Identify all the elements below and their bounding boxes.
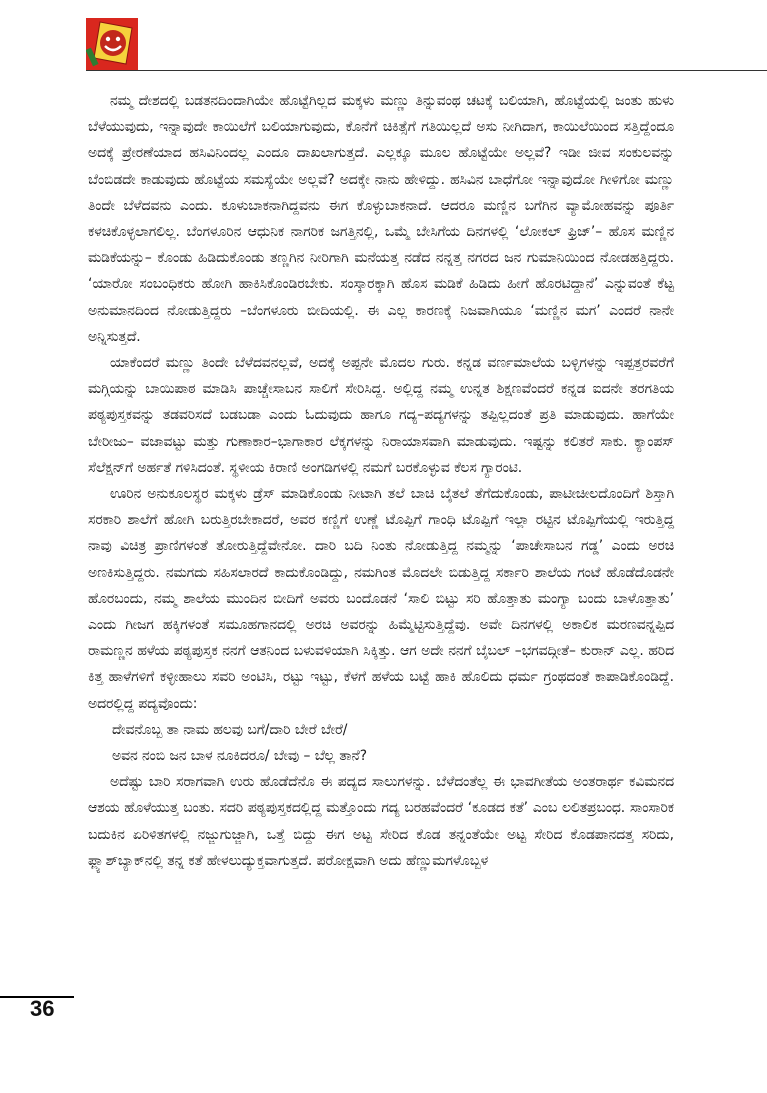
verse-line: ಅವನ ನಂಬಿ ಜನ ಬಾಳ ನೂಕಿದರೂ/ ಬೇವು – ಬೆಲ್ಲ ತಾನೆ? [112, 748, 368, 765]
paragraph: ಊರಿನ ಅನುಕೂಲಸ್ಥರ ಮಕ್ಕಳು ಡ್ರೆಸ್ ಮಾಡಿಕೊಂಡು ನೀಟಾಗಿ ತಲೆ ಬಾಚಿ ಬೈತಲೆ ತೆಗೆದುಕೊಂಡು, ಪಾಟೀಚೀಲದೊಂದಿಗೆ ಶಿಸ್ತಾಗಿ ಸರಕಾರಿ ಶಾಲೆಗೆ ಹೋಗಿ ಬರುತ್ತಿರಬೇಕಾದರೆ, ಅವರ ಕಣ್ಣಿಗೆ ಉಣ್ಣೆ ಟೊಪ್ಪಿಗೆ ಗಾಂಧಿ ಟೊಪ್ಪಿಗೆ ಇಲ್ಲಾ ರಟ್ಟಿನ ಟೊಪ್ಪಿಗೆಯಲ್ಲಿ ಇರುತ್ತಿದ್ದ ನಾವು ವಿಚಿತ್ರ ಪ್ರಾಣಿಗಳಂತೆ ತೋರುತ್ತಿದ್ದೆವೇನೋ. ದಾರಿ ಬದಿ ನಿಂತು ನೋಡುತ್ತಿದ್ದ ನಮ್ಮನ್ನು ‘ಪಾಚೇಸಾಬನ ಗಡ್ಡ’ ಎಂದು ಅರಚಿ ಅಣಕಿಸುತ್ತಿದ್ದರು. ನಮಗದು ಸಹಿಸಲಾರದೆ ಕಾದುಕೊಂಡಿದ್ದು, ನಮಗಿಂತ ಮೊದಲೇ ಬಿಡುತ್ತಿದ್ದ ಸರ್ಕಾರಿ ಶಾಲೆಯ ಗಂಟೆ ಹೊಡೆದೊಡನೇ ಹೊರಬಂದು, ನಮ್ಮ ಶಾಲೆಯ ಮುಂದಿನ ಬೀದಿಗೆ ಅವರು ಬಂದೊಡನೆ ‘ಸಾಲಿ ಬಿಟ್ಟು ಸರಿ ಹೊತ್ತಾತು ಮಂಗ್ಯಾ ಬಂದು ಬಾಳೊತ್ತಾತು’ ಎಂದು ಗೀಜಗ ಹಕ್ಕಿಗಳಂತೆ ಸಮೂಹಗಾನದಲ್ಲಿ ಅರಚಿ ಅವರನ್ನು ಹಿಮ್ಮೆಟ್ಟಿಸುತ್ತಿದ್ದೆವು. ಅವೇ ದಿನಗಳಲ್ಲಿ ಅಕಾಲಿಕ ಮರಣವನ್ನಪ್ಪಿದ ರಾಮಣ್ಣನ ಹಳೆಯ ಪಠ್ಯಪುಸ್ತಕ ನನಗೆ ಆತನಿಂದ ಬಳುವಳಿಯಾಗಿ ಸಿಕ್ಕಿತ್ತು. ಆಗ ಅದೇ ನನಗೆ ಬೈಬಲ್ –ಭಗವದ್ಗೀತೆ– ಕುರಾನ್ ಎಲ್ಲ. ಹರಿದ ಕಿತ್ತ ಹಾಳೆಗಳಿಗೆ ಕಳ್ಳೀಹಾಲು ಸವರಿ ಅಂಟಿಸಿ, ರಟ್ಟು ಇಟ್ಟು, ಕೆಳಗೆ ಹಳೆಯ ಬಟ್ಟೆ ಹಾಕಿ ಹೊಲಿದು ಧರ್ಮ ಗ್ರಂಥದಂತೆ ಕಾಪಾಡಿಕೊಂಡಿದ್ದೆ. ಅದರಲ್ಲಿದ್ದ ಪದ್ಯವೊಂದು: [88, 486, 674, 712]
paragraph: ನಮ್ಮ ದೇಶದಲ್ಲಿ ಬಡತನದಿಂದಾಗಿಯೇ ಹೊಟ್ಟೆಗಿಲ್ಲದ ಮಕ್ಕಳು ಮಣ್ಣು ತಿನ್ನುವಂಥ ಚಟಕ್ಕೆ ಬಲಿಯಾಗಿ, ಹೊಟ್ಟೆಯಲ್ಲಿ ಜಂತು ಹುಳು ಬೆಳೆಯುವುದು, ಇನ್ನಾವುದೇ ಕಾಯಿಲೆಗೆ ಬಲಿಯಾಗುವುದು, ಕೊನೆಗೆ ಚಿಕಿತ್ಸೆಗೆ ಗತಿಯಿಲ್ಲದೆ ಅಸು ನೀಗಿದಾಗ, ಕಾಯಿಲೆಯಿಂದ ಸತ್ತಿದ್ದೆಂದೂ ಅದಕ್ಕೆ ಪ್ರೇರಣೆಯಾದ ಹಸಿವಿನಿಂದಲ್ಲ ಎಂದೂ ದಾಖಲಾಗುತ್ತದೆ. ಎಲ್ಲಕ್ಕೂ ಮೂಲ ಹೊಟ್ಟೆಯೇ ಅಲ್ಲವೆ? ಇಡೀ ಜೀವ ಸಂಕುಲವನ್ನು ಬೆಂಬಿಡದೇ ಕಾಡುವುದು ಹೊಟ್ಟೆಯ ಸಮಸ್ಯೆಯೇ ಅಲ್ಲವೆ? ಅದಕ್ಕೇ ನಾನು ಹೇಳಿದ್ದು. ಹಸಿವಿನ ಬಾಧೆಗೋ ಇನ್ನಾವುದೋ ಗೀಳಿಗೋ ಮಣ್ಣು ತಿಂದೇ ಬೆಳೆದವನು ಎಂದು. ಕೂಳುಬಾಕನಾಗಿದ್ದವನು ಈಗ ಕೊಳ್ಳುಬಾಕನಾದೆ. ಆದರೂ ಮಣ್ಣಿನ ಬಗೆಗಿನ ವ್ಯಾಮೋಹವನ್ನು ಪೂರ್ತಿ ಕಳಚಿಕೊಳ್ಳಲಾಗಲಿಲ್ಲ. ಬೆಂಗಳೂರಿನ ಆಧುನಿಕ ನಾಗರಿಕ ಜಗತ್ತಿನಲ್ಲಿ, ಒಮ್ಮೆ ಬೇಸಿಗೆಯ ದಿನಗಳಲ್ಲಿ ‘ಲೋಕಲ್ ಫ್ರಿಜ್’– ಹೊಸ ಮಣ್ಣಿನ ಮಡಿಕೆಯನ್ನು– ಕೊಂಡು ಹಿಡಿದುಕೊಂಡು ತಣ್ಣಗಿನ ನೀರಿಗಾಗಿ ಮನೆಯತ್ತ ನಡೆದ ನನ್ನತ್ತ ನಗರದ ಜನ ಗುಮಾನಿಯಿಂದ ನೋಡಹತ್ತಿದ್ದರು. ‘ಯಾರೋ ಸಂಬಂಧಿಕರು ಹೋಗಿ ಹಾಕಿಸಿಕೊಂಡಿರಬೇಕು. ಸಂಸ್ಕಾರಕ್ಕಾಗಿ ಹೊಸ ಮಡಿಕೆ ಹಿಡಿದು ಹೀಗೆ ಹೊರಟಿದ್ದಾನೆ’ ಎನ್ನುವಂತೆ ಕೆಟ್ಟ ಅನುಮಾನದಿಂದ ನೋಡುತ್ತಿದ್ದರು –ಬೆಂಗಳೂರು ಬೀದಿಯಲ್ಲಿ. ಈ ಎಲ್ಲ ಕಾರಣಕ್ಕೆ ನಿಜವಾಗಿಯೂ ‘ಮಣ್ಣಿನ ಮಗ’ ಎಂದರೆ ನಾನೇ ಅನ್ನಿಸುತ್ತದೆ. [88, 93, 674, 345]
article-body [88, 88, 674, 874]
verse-line: ದೇವನೊಬ್ಬ ತಾ ನಾಮ ಹಲವು ಬಗೆ/ದಾರಿ ಬೇರೆ ಬೇರೆ/ [112, 721, 348, 738]
header-rule [86, 70, 767, 71]
smiley-logo [86, 18, 138, 70]
paragraph: ಅದೆಷ್ಟು ಬಾರಿ ಸರಾಗವಾಗಿ ಉರು ಹೊಡೆದೆನೊ ಈ ಪದ್ಯದ ಸಾಲುಗಳನ್ನು. ಬೆಳೆದಂತೆಲ್ಲ ಈ ಭಾವಗೀತೆಯ ಅಂತರಾರ್ಥ ಕವಿಮನದ ಆಶಯ ಹೊಳೆಯುತ್ತ ಬಂತು. ಸದರಿ ಪಠ್ಯಪುಸ್ತಕದಲ್ಲಿದ್ದ ಮತ್ತೊಂದು ಗದ್ಯ ಬರಹವೆಂದರೆ ‘ಕೂಡದ ಕತೆ’ ಎಂಬ ಲಲಿತಪ್ರಬಂಧ. ಸಾಂಸಾರಿಕ ಬದುಕಿನ ಏರಿಳಿತಗಳಲ್ಲಿ ನಜ್ಜುಗುಜ್ಜಾಗಿ, ಒತ್ತೆ ಬಿದ್ದು ಈಗ ಅಟ್ಟ ಸೇರಿದ ಕೊಡ ತನ್ನಂತೆಯೇ ಅಟ್ಟ ಸೇರಿದ ಕೊಡಪಾನದತ್ತ ಸರಿದು, ಫ್ಲ್ಯಾಶ್‌ಬ್ಯಾಕ್‌ನಲ್ಲಿ ತನ್ನ ಕತೆ ಹೇಳಲುದ್ಯುಕ್ತವಾಗುತ್ತದೆ. ಪರೋಕ್ಷವಾಗಿ ಅದು ಹೆಣ್ಣುಮಗಳೊಬ್ಬಳ [88, 774, 674, 869]
smiley-face-icon [86, 18, 138, 70]
paragraph: ಯಾಕೆಂದರೆ ಮಣ್ಣು ತಿಂದೇ ಬೆಳೆದವನಲ್ಲವೆ, ಅದಕ್ಕೆ ಅಪ್ಪನೇ ಮೊದಲ ಗುರು. ಕನ್ನಡ ವರ್ಣಮಾಲೆಯ ಬಳ್ಳಿಗಳನ್ನು ಇಪ್ಪತ್ತರವರೆಗೆ ಮಗ್ಗಿಯನ್ನು ಬಾಯಿಪಾಠ ಮಾಡಿಸಿ ಪಾಚ್ಚೇಸಾಬನ ಸಾಲಿಗೆ ಸೇರಿಸಿದ್ದ. ಅಲ್ಲಿದ್ದ ನಮ್ಮ ಉನ್ನತ ಶಿಕ್ಷಣವೆಂದರೆ ಕನ್ನಡ ಐದನೇ ತರಗತಿಯ ಪಠ್ಯಪುಸ್ತಕವನ್ನು ತಡವರಿಸದೆ ಬಡಬಡಾ ಎಂದು ಓದುವುದು ಹಾಗೂ ಗದ್ಯ–ಪದ್ಯಗಳನ್ನು ತಪ್ಪಿಲ್ಲದಂತೆ ಪ್ರತಿ ಮಾಡುವುದು. ಹಾಗೆಯೇ ಬೇರೀಜು– ವಜಾವಟ್ಟು ಮತ್ತು ಗುಣಾಕಾರ–ಭಾಗಾಕಾರ ಲೆಕ್ಕಗಳನ್ನು ನಿರಾಯಾಸವಾಗಿ ಮಾಡುವುದು. ಇಷ್ಟನ್ನು ಕಲಿತರೆ ಸಾಕು. ಕ್ಯಾಂಪಸ್ ಸೆಲೆಕ್ಷನ್‌ಗೆ ಅರ್ಹತೆ ಗಳಿಸಿದಂತೆ. ಸ್ಥಳೀಯ ಕಿರಾಣಿ ಅಂಗಡಿಗಳಲ್ಲಿ ನಮಗೆ ಬರಕೊಳ್ಳುವ ಕೆಲಸ ಗ್ಯಾರಂಟಿ. [88, 355, 674, 476]
page-number: 36 [30, 996, 55, 1021]
